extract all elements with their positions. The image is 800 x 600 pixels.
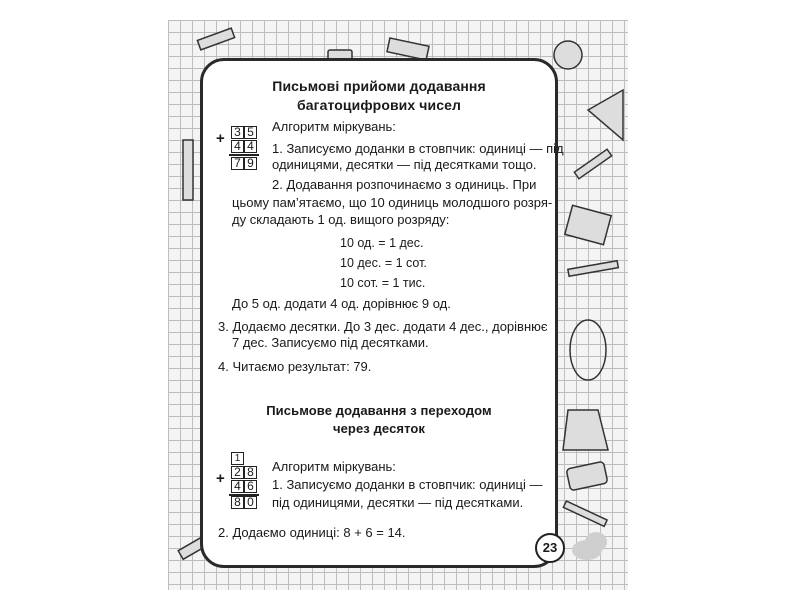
paperclip-icon bbox=[570, 320, 606, 380]
section1-title-line1: Письмові прийоми додавання bbox=[272, 78, 486, 94]
equation-3: 10 сот. = 1 тис. bbox=[340, 276, 426, 290]
grid-cell: 3 bbox=[231, 126, 244, 139]
section2-step2: 2. Додаємо одиниці: 8 + 6 = 14. bbox=[218, 525, 406, 540]
grid-cell: 8 bbox=[244, 466, 257, 479]
equation-1: 10 од. = 1 дес. bbox=[340, 236, 424, 250]
grid-cell: 4 bbox=[231, 480, 244, 493]
pencil-icon bbox=[197, 28, 234, 50]
grid-cell: 6 bbox=[244, 480, 257, 493]
step2-line4: До 5 од. додати 4 од. дорівнює 9 од. bbox=[232, 296, 451, 311]
triangle-ruler-icon bbox=[588, 90, 623, 140]
flask-icon bbox=[563, 410, 608, 450]
carry-cell: 1 bbox=[231, 452, 244, 465]
plus-sign: + bbox=[216, 470, 225, 487]
algorithm-label-2: Алгоритм міркувань: bbox=[272, 459, 396, 474]
grid-cell: 2 bbox=[231, 466, 244, 479]
section2-title-line2: через десяток bbox=[332, 421, 426, 436]
sharpener-icon bbox=[554, 41, 582, 69]
section2-step1-line2: під одиницями, десятки — під десятками. bbox=[272, 495, 524, 510]
grid-cell: 5 bbox=[244, 126, 257, 139]
eraser-icon bbox=[566, 461, 608, 490]
grid-cell: 4 bbox=[231, 140, 244, 153]
algorithm-label: Алгоритм міркувань: bbox=[272, 119, 396, 134]
grid-cell: 0 bbox=[244, 496, 257, 509]
notebook-icon bbox=[565, 205, 611, 244]
page-number: 23 bbox=[535, 533, 565, 563]
grid-cell: 7 bbox=[231, 157, 244, 170]
pencil-icon bbox=[563, 501, 607, 526]
grid-cell: 4 bbox=[244, 140, 257, 153]
step1-line1: 1. Записуємо доданки в стовпчик: одиниці — під bbox=[272, 141, 564, 156]
step3-line1: 3. Додаємо десятки. До 3 дес. додати 4 дес., дорівнює bbox=[218, 319, 548, 334]
step3-line2: 7 дес. Записуємо під десятками. bbox=[232, 335, 429, 350]
section1-title-line2: багатоцифрових чисел bbox=[297, 97, 461, 113]
step2-line1: 2. Додавання розпочинаємо з одиниць. При bbox=[272, 177, 537, 192]
step4: 4. Читаємо результат: 79. bbox=[218, 359, 372, 374]
step1-line2: одиницями, десятки — під десятками тощо. bbox=[272, 157, 537, 172]
ruler-icon bbox=[387, 38, 429, 60]
section2-title-line1: Письмове додавання з переходом bbox=[266, 403, 492, 418]
pencil-icon bbox=[574, 149, 611, 178]
grid-cell: 9 bbox=[244, 157, 257, 170]
ruler-icon bbox=[183, 140, 193, 200]
grid-cell: 8 bbox=[231, 496, 244, 509]
step2-line2: цьому пам’ятаємо, що 10 одиниць молодшого розря- bbox=[232, 195, 553, 210]
equation-2: 10 дес. = 1 сот. bbox=[340, 256, 427, 270]
step2-line3: ду складають 1 од. вищого розряду: bbox=[232, 212, 450, 227]
section2-step1-line1: 1. Записуємо доданки в стовпчик: одиниці — bbox=[272, 477, 543, 492]
cloud-decoration bbox=[585, 532, 607, 552]
plus-sign: + bbox=[216, 130, 225, 147]
pencil-icon bbox=[568, 261, 618, 277]
